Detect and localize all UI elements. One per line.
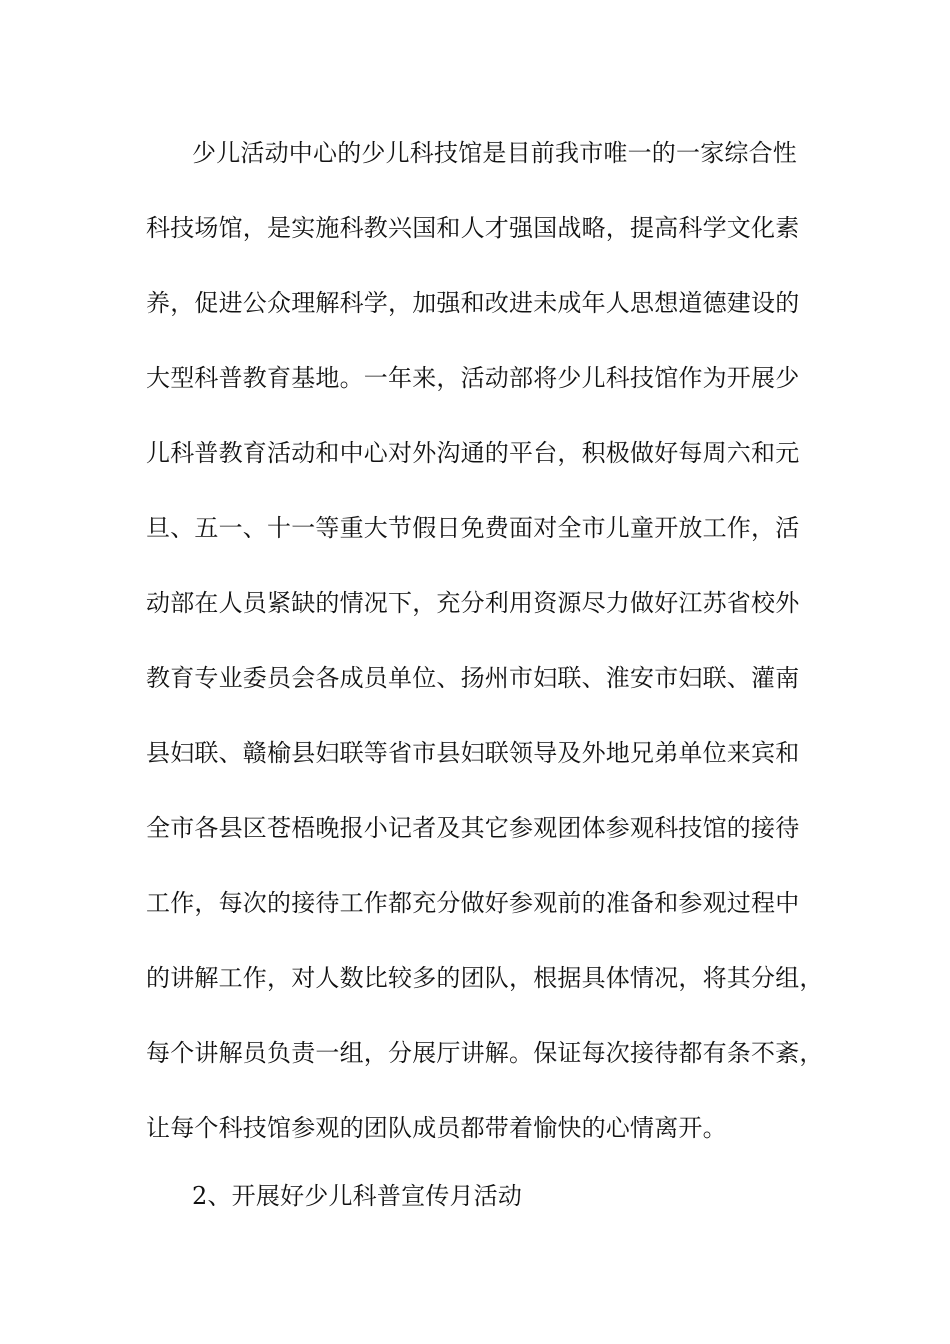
paragraph-line: 养，促进公众理解科学，加强和改进未成年人思想道德建设的 <box>146 289 800 317</box>
paragraph-line: 儿科普教育活动和中心对外沟通的平台，积极做好每周六和元 <box>146 439 800 467</box>
paragraph-line: 的讲解工作，对人数比较多的团队，根据具体情况，将其分组， <box>146 964 824 992</box>
paragraph-line: 让每个科技馆参观的团队成员都带着愉快的心情离开。 <box>146 1114 727 1142</box>
section-heading: 2、开展好少儿科普宣传月活动 <box>192 1182 523 1210</box>
paragraph-line: 县妇联、赣榆县妇联等省市县妇联领导及外地兄弟单位来宾和 <box>146 739 800 767</box>
paragraph-line: 全市各县区苍梧晚报小记者及其它参观团体参观科技馆的接待 <box>146 814 800 842</box>
paragraph-line: 教育专业委员会各成员单位、扬州市妇联、淮安市妇联、灌南 <box>146 664 800 692</box>
paragraph-line: 少儿活动中心的少儿科技馆是目前我市唯一的一家综合性 <box>192 139 797 167</box>
paragraph-line: 科技场馆，是实施科教兴国和人才强国战略，提高科学文化素 <box>146 214 800 242</box>
paragraph-line: 旦、五一、十一等重大节假日免费面对全市儿童开放工作，活 <box>146 514 800 542</box>
paragraph-line: 每个讲解员负责一组，分展厅讲解。保证每次接待都有条不紊， <box>146 1039 824 1067</box>
paragraph-line: 工作，每次的接待工作都充分做好参观前的准备和参观过程中 <box>146 889 800 917</box>
paragraph-line: 大型科普教育基地。一年来，活动部将少儿科技馆作为开展少 <box>146 364 800 392</box>
paragraph-line: 动部在人员紧缺的情况下，充分利用资源尽力做好江苏省校外 <box>146 589 800 617</box>
